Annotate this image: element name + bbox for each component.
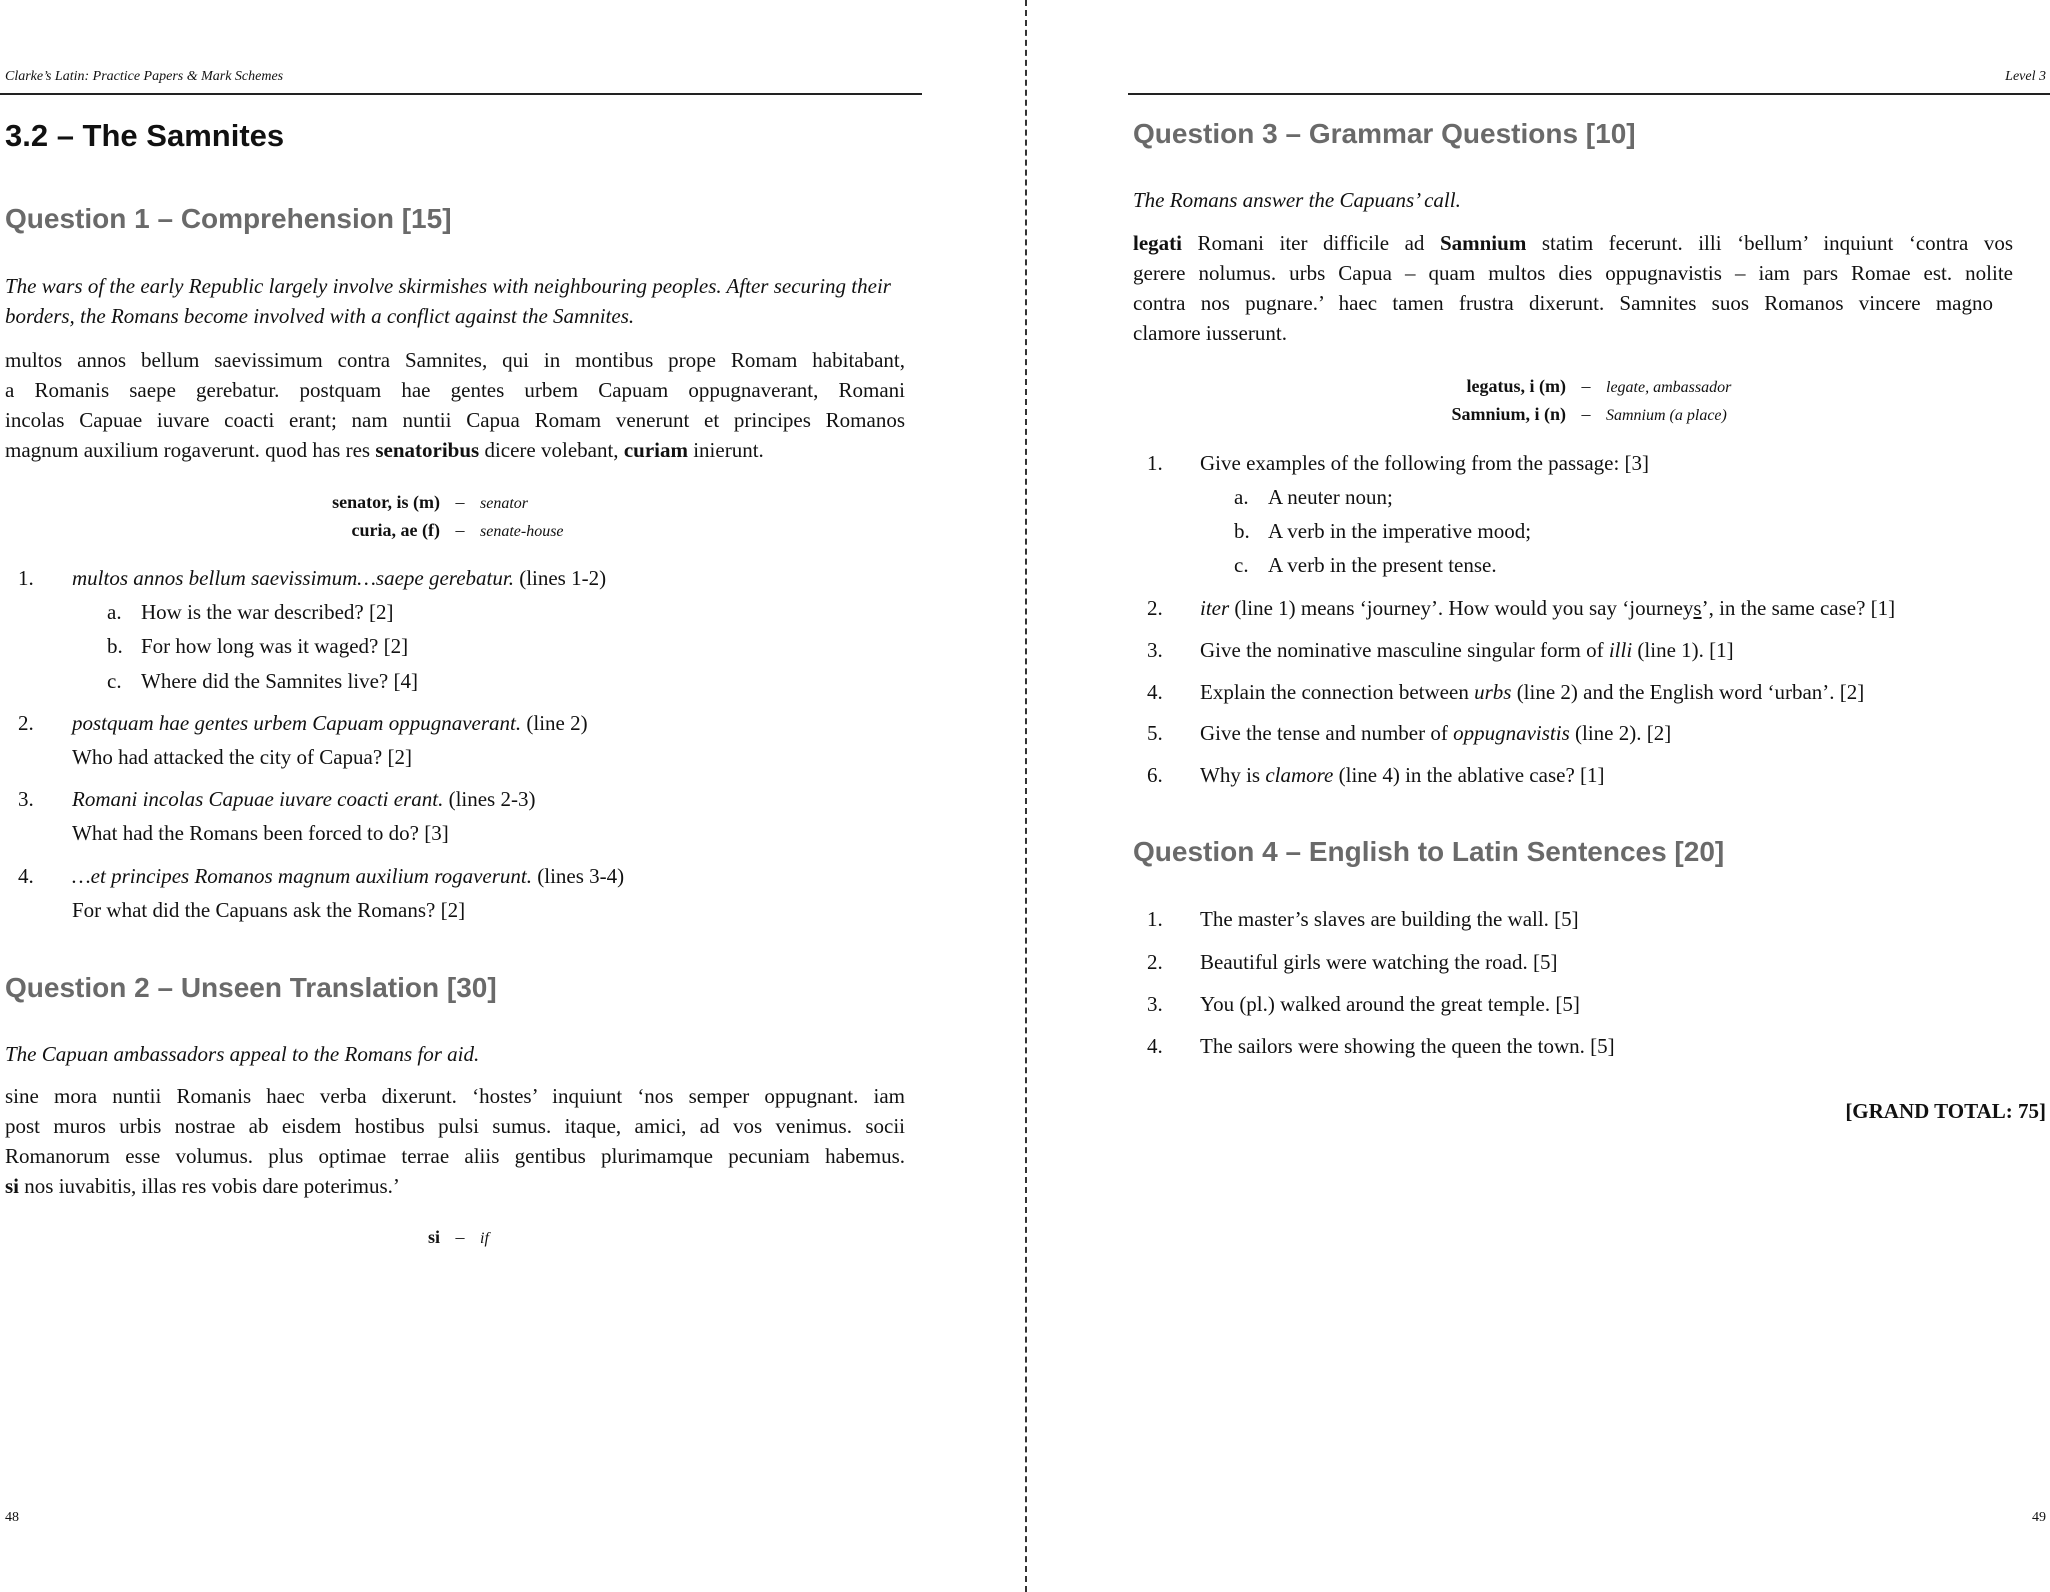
- question-number: 3.: [1147, 992, 1163, 1016]
- sub-question: A verb in the present tense.: [1268, 553, 1497, 577]
- question-quote: postquam hae gentes urbem Capuam oppugnaverant. (line 2): [72, 711, 588, 735]
- question-number: 3.: [1147, 638, 1163, 662]
- question-number: 5.: [1147, 721, 1163, 745]
- question-number: 1.: [1147, 907, 1163, 931]
- question-text: Give examples of the following from the passage: [3]: [1200, 451, 1650, 475]
- question-text: Beautiful girls were watching the road. [5]: [1200, 950, 1558, 974]
- q4-heading: Question 4 – English to Latin Sentences [20]: [1133, 836, 1725, 867]
- question-number: 6.: [1147, 763, 1163, 787]
- question-number: 4.: [18, 864, 34, 888]
- intro-line: The wars of the early Republic largely involve skirmishes with neighbouring peoples. After securing their: [5, 274, 891, 298]
- sub-question: How is the war described? [2]: [141, 600, 394, 624]
- sub-question: A neuter noun;: [1268, 485, 1393, 509]
- sub-letter: c.: [107, 669, 122, 693]
- question-number: 3.: [18, 787, 34, 811]
- q2-vocab: si – if: [427, 1227, 489, 1247]
- q3-intro: The Romans answer the Capuans’ call.: [1133, 188, 1461, 212]
- question-text: Give the nominative masculine singular form of illi (line 1). [1]: [1200, 638, 1734, 662]
- passage-line: post muros urbis nostrae ab eisdem hostibus pulsi sumus. itaque, amici, ad vos venimus. socii: [5, 1114, 905, 1138]
- question-text: Why is clamore (line 4) in the ablative case? [1]: [1200, 763, 1605, 787]
- question-number: 2.: [18, 711, 34, 735]
- question-quote: Romani incolas Capuae iuvare coacti erant. (lines 2-3): [72, 787, 536, 811]
- sub-letter: a.: [107, 600, 122, 624]
- q1-passage: [5, 345, 905, 465]
- passage-line: si nos iuvabitis, illas res vobis dare poterimus.’: [5, 1174, 400, 1198]
- sub-question: For how long was it waged? [2]: [141, 634, 409, 658]
- question-number: 1.: [1147, 451, 1163, 475]
- passage-line: incolas Capuae iuvare coacti erant; nam nuntii Capua Romam venerunt et principes Romanos: [5, 408, 905, 432]
- q2-heading: Question 2 – Unseen Translation [30]: [5, 972, 497, 1003]
- question-text: You (pl.) walked around the great temple. [5]: [1200, 992, 1580, 1016]
- passage-line: gerere nolumus. urbs Capua – quam multos dies oppugnavistis – iam pars Romae est. nolite: [1133, 261, 2013, 285]
- sub-question: A verb in the imperative mood;: [1268, 519, 1532, 543]
- passage-line: sine mora nuntii Romanis haec verba dixerunt. ‘hostes’ inquiunt ‘nos semper oppugnant. iam: [5, 1084, 905, 1108]
- page-number: 49: [2032, 1510, 2046, 1525]
- q2-passage: [5, 1081, 905, 1201]
- header-rule: [1128, 93, 2050, 95]
- page-divider: [1025, 0, 1027, 1592]
- q3-passage: [1133, 228, 2013, 348]
- sub-letter: b.: [1234, 519, 1250, 543]
- vocab-entry: senator, is (m) – senator: [332, 492, 528, 512]
- intro-line: borders, the Romans become involved with a conflict against the Samnites.: [5, 304, 635, 328]
- passage-line: Romanorum esse volumus. plus optimae terrae aliis gentibus plurimamque pecuniam habemus.: [5, 1144, 905, 1168]
- page-number: 48: [5, 1510, 19, 1525]
- question-text: What had the Romans been forced to do? [3]: [72, 821, 449, 845]
- question-number: 2.: [1147, 596, 1163, 620]
- vocab-entry: Samnium, i (n) – Samnium (a place): [1451, 404, 1727, 424]
- q2-intro: The Capuan ambassadors appeal to the Romans for aid.: [5, 1042, 480, 1066]
- header-rule: [0, 93, 922, 95]
- sub-question: Where did the Samnites live? [4]: [141, 669, 418, 693]
- question-number: 4.: [1147, 680, 1163, 704]
- question-text: Who had attacked the city of Capua? [2]: [72, 745, 412, 769]
- passage-line: contra nos pugnare.’ haec tamen frustra dixerunt. Samnites suos Romanos vincere magno: [1133, 291, 1993, 315]
- question-quote: …et principes Romanos magnum auxilium rogaverunt. (lines 3-4): [72, 864, 625, 888]
- q3-vocab: [1380, 373, 1731, 429]
- page-title: 3.2 – The Samnites: [5, 118, 285, 153]
- question-text: The master’s slaves are building the wall. [5]: [1200, 907, 1579, 931]
- question-number: 1.: [18, 566, 34, 590]
- sub-letter: c.: [1234, 553, 1249, 577]
- passage-line: legati Romani iter difficile ad Samnium statim fecerunt. illi ‘bellum’ inquiunt ‘contra vos: [1133, 231, 2014, 255]
- question-text: The sailors were showing the queen the town. [5]: [1200, 1034, 1615, 1058]
- question-text: Give the tense and number of oppugnavistis (line 2). [2]: [1200, 721, 1672, 745]
- running-header: Clarke’s Latin: Practice Papers & Mark Schemes: [5, 69, 284, 84]
- sub-letter: a.: [1234, 485, 1249, 509]
- q3-heading: Question 3 – Grammar Questions [10]: [1133, 118, 1636, 149]
- vocab-entry: curia, ae (f) – senate-house: [351, 520, 564, 540]
- grand-total: [GRAND TOTAL: 75]: [1845, 1099, 2046, 1123]
- q1-vocab: [250, 489, 564, 545]
- question-number: 2.: [1147, 950, 1163, 974]
- q1-intro: [5, 271, 905, 331]
- running-header: Level 3: [2005, 69, 2046, 84]
- passage-line: magnum auxilium rogaverunt. quod has res senatoribus dicere volebant, curiam inierunt.: [5, 438, 764, 462]
- passage-line: clamore iusserunt.: [1133, 321, 1287, 345]
- question-text: iter (line 1) means ‘journey’. How would you say ‘journeys’, in the same case? [1]: [1200, 596, 1896, 620]
- sub-letter: b.: [107, 634, 123, 658]
- vocab-entry: legatus, i (m) – legate, ambassador: [1466, 376, 1732, 396]
- q1-heading: Question 1 – Comprehension [15]: [5, 203, 452, 234]
- question-text: For what did the Capuans ask the Romans? [2]: [72, 898, 466, 922]
- passage-line: a Romanis saepe gerebatur. postquam hae gentes urbem Capuam oppugnaverant, Romani: [5, 378, 905, 402]
- passage-line: multos annos bellum saevissimum contra Samnites, qui in montibus prope Romam habitabant,: [5, 348, 905, 372]
- question-text: multos annos bellum saevissimum…saepe gerebatur. (lines 1-2): [72, 566, 607, 590]
- question-text: Explain the connection between urbs (line 2) and the English word ‘urban’. [2]: [1200, 680, 1865, 704]
- question-number: 4.: [1147, 1034, 1163, 1058]
